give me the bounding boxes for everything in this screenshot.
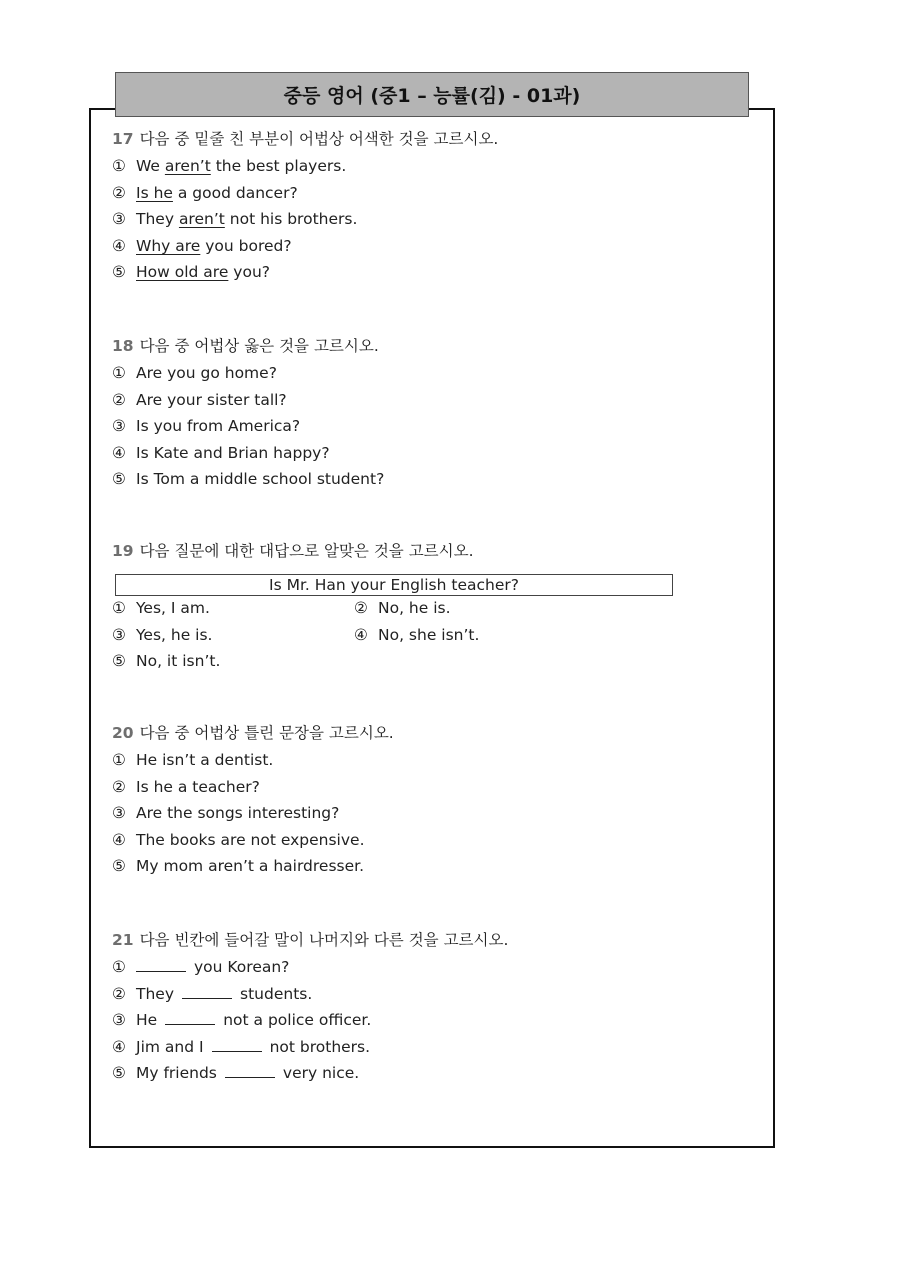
option-number: ④ [112, 236, 126, 255]
question-text: 다음 중 어법상 옳은 것을 고르시오. [139, 337, 379, 355]
option-text: you bored? [200, 236, 292, 255]
answer-option-4[interactable] [112, 233, 498, 260]
option-text: not a police officer. [223, 1011, 372, 1030]
question-prompt [112, 126, 498, 153]
answer-option-4[interactable] [112, 1034, 508, 1061]
answer-option-5[interactable] [112, 259, 498, 286]
question-prompt [112, 333, 384, 360]
blank-line [225, 1063, 275, 1078]
option-row [112, 595, 596, 622]
option-text: He [136, 1011, 158, 1030]
option-number: ④ [112, 830, 126, 849]
underlined-text: aren’t [164, 157, 211, 175]
option-number: ② [112, 390, 126, 409]
answer-option-2[interactable] [112, 981, 508, 1008]
option-number: ① [112, 599, 126, 617]
option-text: students. [240, 984, 313, 1003]
option-number: ③ [112, 417, 126, 436]
option-text: No, she isn’t. [378, 625, 480, 644]
option-number: ⑤ [112, 470, 126, 489]
question-20 [112, 720, 394, 880]
question-number: 20 [112, 724, 134, 742]
option-text: you Korean? [194, 958, 290, 976]
question-prompt [112, 927, 508, 954]
blank-line [212, 1037, 262, 1052]
option-number: ⑤ [112, 1064, 126, 1083]
option-text: Is Kate and Brian happy? [136, 443, 330, 462]
option-number: ③ [112, 804, 126, 823]
answer-option-1[interactable] [112, 747, 394, 774]
option-text: you? [228, 263, 271, 282]
option-text: Yes, I am. [136, 599, 210, 617]
option-number: ① [112, 157, 126, 175]
answer-option-2[interactable] [112, 180, 498, 207]
answer-option-3[interactable] [112, 800, 394, 827]
answer-option-1[interactable] [112, 595, 354, 622]
underlined-text: How old are [136, 263, 229, 282]
question-text: 다음 빈칸에 들어갈 말이 나머지와 다른 것을 고르시오. [139, 931, 509, 949]
option-row [112, 622, 596, 649]
option-number: ⑤ [112, 652, 126, 671]
option-text: not his brothers. [224, 210, 358, 229]
option-number: ④ [354, 625, 368, 644]
option-text: Jim and I [136, 1037, 204, 1056]
option-number: ④ [112, 1037, 126, 1056]
answer-option-5[interactable] [112, 853, 394, 880]
answer-option-2[interactable] [112, 387, 384, 414]
blank-line [182, 984, 232, 999]
answer-option-5[interactable] [112, 648, 596, 675]
option-number: ② [112, 183, 126, 202]
option-number: ① [112, 958, 126, 976]
question-text: 다음 중 어법상 틀린 문장을 고르시오. [139, 724, 394, 742]
option-text: My friends [136, 1064, 217, 1083]
option-number: ③ [112, 210, 126, 229]
option-text: a good dancer? [172, 183, 298, 202]
blank-line [165, 1010, 215, 1025]
option-text: No, he is. [378, 599, 451, 617]
answer-option-5[interactable] [112, 466, 384, 493]
option-text: He isn’t a dentist. [136, 751, 274, 769]
answer-option-4[interactable] [112, 827, 394, 854]
question-number: 17 [112, 130, 134, 148]
answer-option-4[interactable] [112, 440, 384, 467]
page-title: 중등 영어 (중1 – 능률(김) - 01과) [115, 72, 749, 117]
option-number: ⑤ [112, 263, 126, 282]
question-17 [112, 126, 498, 286]
question-text: 다음 질문에 대한 대답으로 알맞은 것을 고르시오. [139, 542, 474, 560]
option-text: My mom aren’t a hairdresser. [136, 857, 365, 876]
option-text: The books are not expensive. [136, 830, 365, 849]
option-text: Are the songs interesting? [136, 804, 340, 823]
option-text: Is Tom a middle school student? [136, 470, 385, 489]
answer-option-2[interactable] [354, 595, 596, 622]
answer-option-5[interactable] [112, 1060, 508, 1087]
question-19 [112, 538, 474, 565]
question-prompt [112, 720, 394, 747]
option-text: Is he a teacher? [136, 777, 260, 796]
question-box: Is Mr. Han your English teacher? [115, 574, 673, 596]
option-text: very nice. [282, 1064, 360, 1083]
answer-option-1[interactable] [112, 153, 498, 180]
option-text: No, it isn’t. [136, 652, 221, 671]
option-number: ③ [112, 1011, 126, 1030]
option-number: ③ [112, 625, 126, 644]
answer-option-1[interactable] [112, 360, 384, 387]
question-prompt [112, 538, 474, 565]
answer-option-3[interactable] [112, 206, 498, 233]
answer-option-3[interactable] [112, 413, 384, 440]
option-number: ④ [112, 443, 126, 462]
question-number: 18 [112, 337, 134, 355]
answer-option-3[interactable] [112, 1007, 508, 1034]
option-text: Is you from America? [136, 417, 301, 436]
option-text: not brothers. [269, 1037, 371, 1056]
option-number: ② [112, 984, 126, 1003]
option-number: ⑤ [112, 857, 126, 876]
option-number: ② [354, 599, 368, 617]
option-text: They [136, 210, 179, 229]
underlined-text: Is he [136, 183, 173, 202]
option-text: We [136, 157, 165, 175]
question-number: 21 [112, 931, 134, 949]
answer-option-4[interactable] [354, 622, 596, 649]
question-19-options [112, 595, 596, 675]
question-text: 다음 중 밑줄 친 부분이 어법상 어색한 것을 고르시오. [139, 130, 499, 148]
option-text: They [136, 984, 175, 1003]
option-number: ① [112, 364, 126, 382]
option-number: ② [112, 777, 126, 796]
option-text: Yes, he is. [136, 625, 213, 644]
answer-option-3[interactable] [112, 622, 354, 649]
option-text: Are your sister tall? [136, 390, 287, 409]
answer-option-1[interactable] [112, 954, 508, 981]
option-text: the best players. [210, 157, 347, 175]
answer-option-2[interactable] [112, 774, 394, 801]
underlined-text: aren’t [178, 210, 225, 229]
option-text: Are you go home? [136, 364, 277, 382]
underlined-text: Why are [136, 236, 201, 255]
question-21 [112, 927, 508, 1087]
option-number: ① [112, 751, 126, 769]
question-18 [112, 333, 384, 493]
blank-line [136, 957, 186, 972]
question-number: 19 [112, 542, 134, 560]
